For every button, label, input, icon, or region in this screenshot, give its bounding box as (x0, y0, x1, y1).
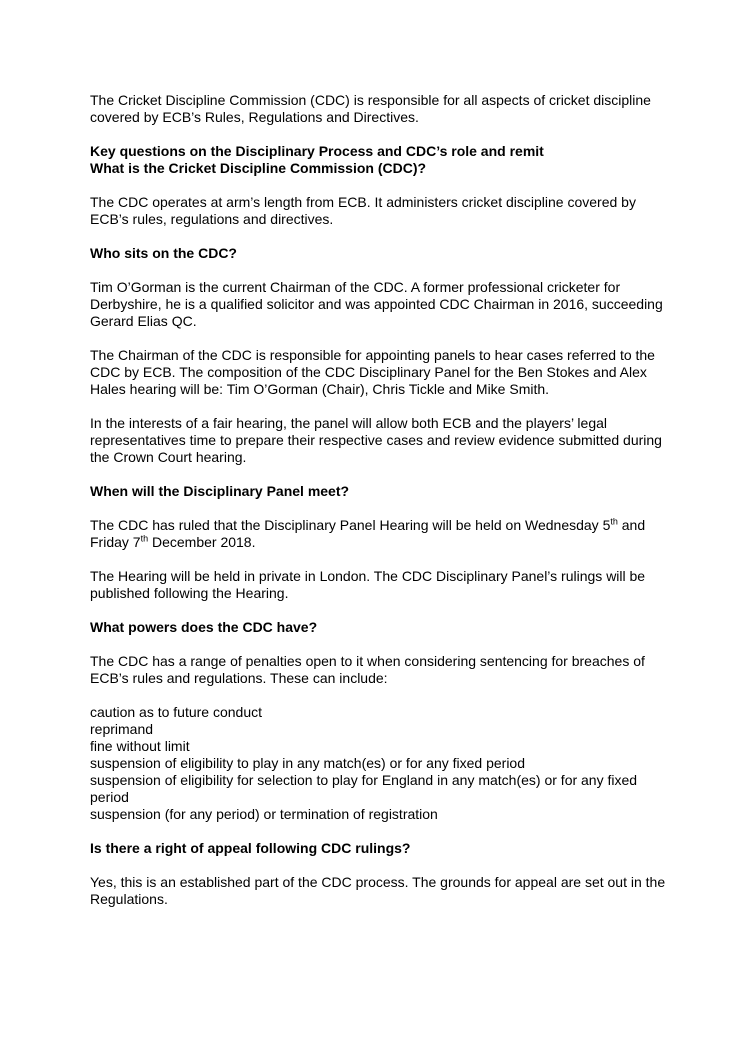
penalty-item-caution: caution as to future conduct (90, 704, 262, 720)
appeal-heading: Is there a right of appeal following CDC rulings? (90, 840, 411, 856)
key-questions-heading-block (90, 143, 670, 177)
powers-heading: What powers does the CDC have? (90, 619, 318, 635)
ordinal-suffix-1: th (610, 516, 618, 527)
document-page (90, 92, 670, 925)
who-sits-paragraph-3: In the interests of a fair hearing, the panel will allow both ECB and the players’ legal representatives time to prepare their respective cases and review evidence submitted during the Crown Court hearing. (90, 415, 662, 465)
hearing-date-text-1: The CDC has ruled that the Disciplinary Panel Hearing will be held on Wednesday 5 (90, 517, 611, 533)
what-is-cdc-heading: What is the Cricket Discipline Commission (CDC)? (90, 160, 427, 176)
powers-intro: The CDC has a range of penalties open to it when considering sentencing for breaches of ECB’s rules and regulations. These can include: (90, 653, 645, 686)
key-questions-heading: Key questions on the Disciplinary Process and CDC’s role and remit (90, 143, 544, 159)
who-sits-heading: Who sits on the CDC? (90, 245, 237, 261)
what-is-cdc-text: The CDC operates at arm’s length from ECB. It administers cricket discipline covered by ECB’s rules, regulations and directives. (90, 194, 636, 227)
penalties-list (90, 704, 670, 823)
hearing-date-text-2: and Friday 7 (90, 517, 646, 550)
penalty-item-suspension-play: suspension of eligibility to play in any match(es) or for any fixed period (90, 755, 525, 771)
penalty-item-fine: fine without limit (90, 738, 190, 754)
penalty-item-reprimand: reprimand (90, 721, 154, 737)
when-meet-paragraph-2: The Hearing will be held in private in London. The CDC Disciplinary Panel’s rulings will be published following the Hearing. (90, 568, 646, 601)
intro-paragraph: The Cricket Discipline Commission (CDC) is responsible for all aspects of cricket discipline covered by ECB’s Rules, Regulations and Directives. (90, 92, 651, 125)
appeal-text: Yes, this is an established part of the CDC process. The grounds for appeal are set out in the Regulations. (90, 874, 666, 907)
when-meet-heading: When will the Disciplinary Panel meet? (90, 483, 350, 499)
who-sits-paragraph-1: Tim O’Gorman is the current Chairman of the CDC. A former professional cricketer for Derbyshire, he is a qualified solicitor and was appointed CDC Chairman in 2016, succeeding Gerard Elias QC. (90, 279, 663, 329)
who-sits-paragraph-2: The Chairman of the CDC is responsible for appointing panels to hear cases referred to the CDC by ECB. The composition of the CDC Disciplinary Panel for the Ben Stokes and Alex Hales hearing will be: Tim O’Gorman (Chair), Chris Tickle and Mike Smith. (90, 347, 655, 397)
hearing-date-text-3: December 2018. (148, 534, 256, 550)
penalty-item-suspension-england: suspension of eligibility for selection to play for England in any match(es) or for any fixed period (90, 772, 638, 805)
ordinal-suffix-2: th (140, 533, 149, 544)
penalty-item-termination: suspension (for any period) or termination of registration (90, 806, 438, 822)
when-meet-paragraph-1 (90, 517, 670, 551)
